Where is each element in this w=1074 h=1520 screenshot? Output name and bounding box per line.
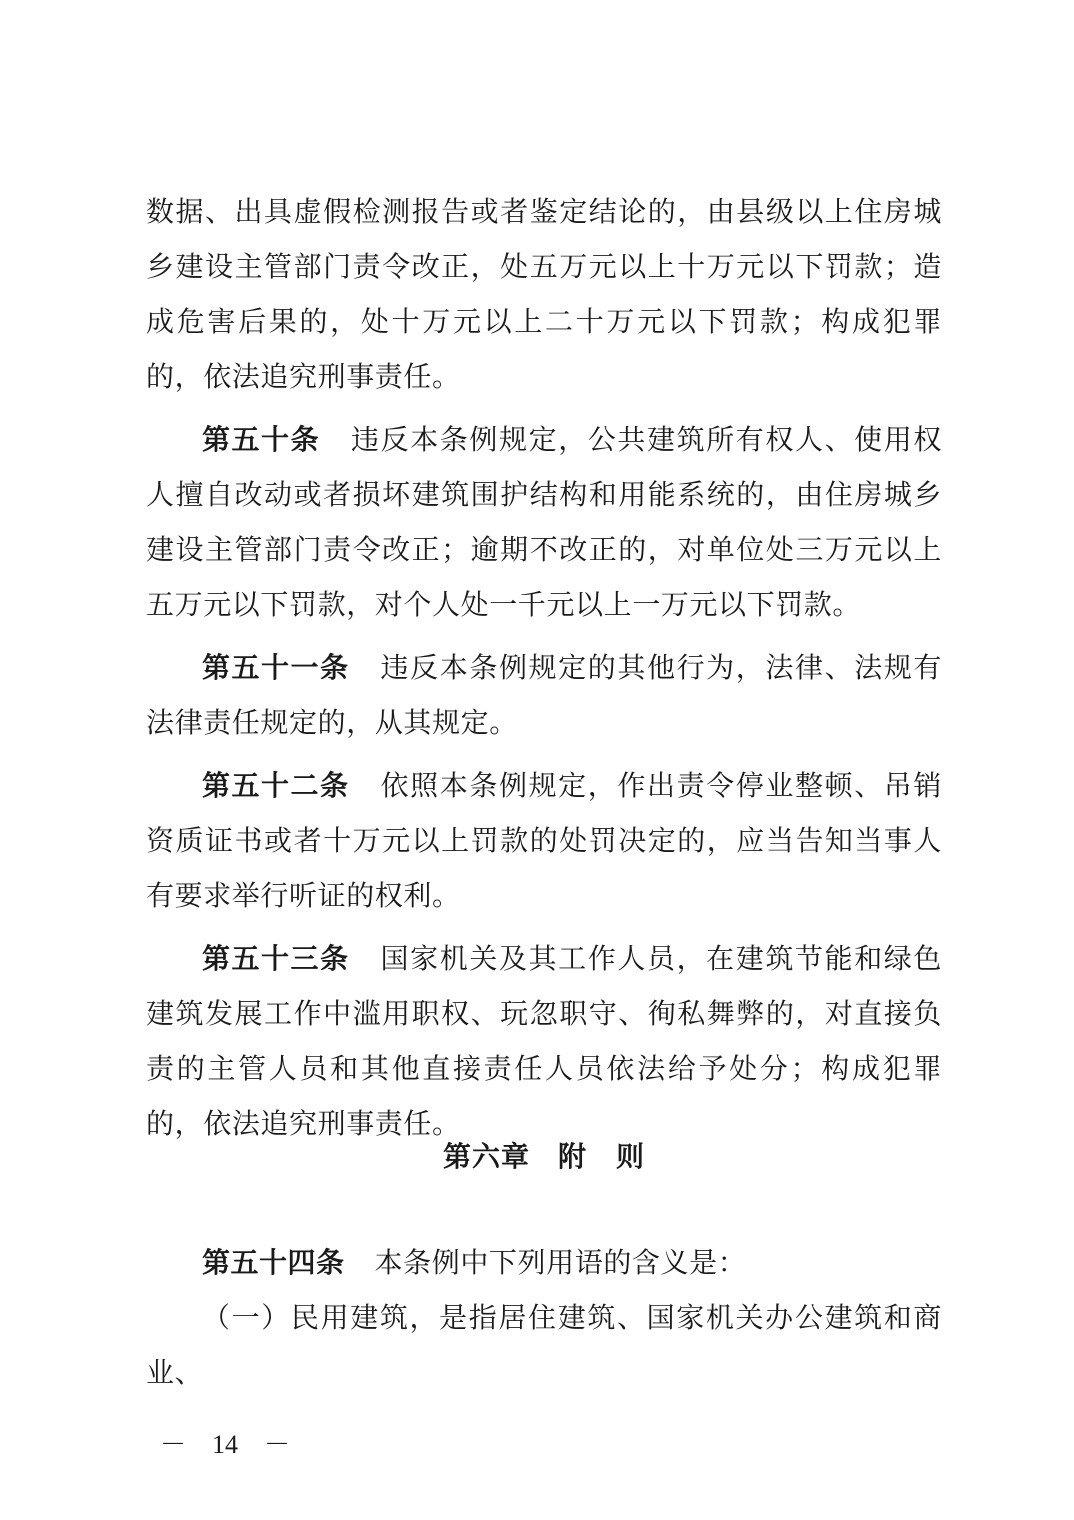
chapter-title: 附 则 (558, 1140, 646, 1173)
article-54-heading: 第五十四条 (202, 1246, 345, 1279)
main-text-block (146, 184, 942, 1151)
article-53-text: 国家机关及其工作人员，在建筑节能和绿色建筑发展工作中滥用职权、玩忽职守、徇私舞弊的，对直接负责的主管人员和其他直接责任人员依法给予处分；构成犯罪的，依法追究刑事责任。 (146, 942, 942, 1140)
article-50 (146, 412, 942, 632)
article-51 (146, 640, 942, 750)
article-54-text: 本条例中下列用语的含义是： (374, 1246, 747, 1279)
article-53-heading: 第五十三条 (202, 942, 350, 975)
article-53 (146, 931, 942, 1151)
article-54-item-1: （一）民用建筑，是指居住建筑、国家机关办公建筑和商业、 (146, 1301, 942, 1389)
article-50-text: 违反本条例规定，公共建筑所有权人、使用权人擅自改动或者损坏建筑围护结构和用能系统的，由住房城乡建设主管部门责令改正；逾期不改正的，对单位处三万元以上五万元以下罚款，对个人处一千元以上一万元以下罚款。 (146, 423, 942, 621)
chapter-number: 第六章 (442, 1140, 530, 1173)
continuation-paragraph: 数据、出具虚假检测报告或者鉴定结论的，由县级以上住房城乡建设主管部门责令改正，处五万元以上十万元以下罚款；造成危害后果的，处十万元以上二十万元以下罚款；构成犯罪的，依法追究刑事责任。 (146, 195, 942, 393)
chapter-heading (146, 1135, 942, 1179)
chapter-six-text (146, 1235, 942, 1400)
page-number: － 14 － (160, 1430, 291, 1459)
article-54 (146, 1235, 942, 1290)
article-52 (146, 758, 942, 923)
article-51-heading: 第五十一条 (202, 651, 350, 684)
article-50-heading: 第五十条 (202, 423, 320, 456)
article-51-text: 违反本条例规定的其他行为，法律、法规有法律责任规定的，从其规定。 (146, 651, 942, 739)
article-52-text: 依照本条例规定，作出责令停业整顿、吊销资质证书或者十万元以上罚款的处罚决定的，应当告知当事人有要求举行听证的权利。 (146, 769, 942, 912)
article-52-heading: 第五十二条 (202, 769, 350, 802)
